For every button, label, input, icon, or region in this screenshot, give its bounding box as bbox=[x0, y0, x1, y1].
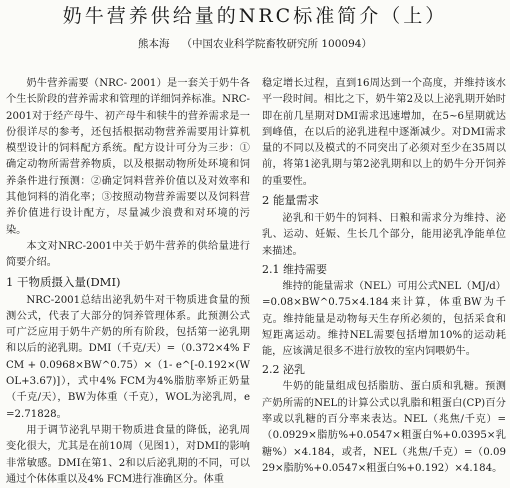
dmi-formula-paragraph: NRC-2001总结出泌乳奶牛对干物质进食量的预测公式，代表了大部分的饲养管理体系。此预测公式可广泛应用于奶牛产奶的所有阶段，包括第一泌乳期和以后的泌乳期。DMI（千克/天）=（0.372×4% FCM + 0.0968×BW^0.75）×（1- e^[-0.192×(WOL+3.67)]），式中4% FCM为4%脂肪率矫正奶量（千克/天），BW为体重（千克），WOL为泌乳周，e=2.71828。 bbox=[6, 294, 250, 420]
dmi-adjust-paragraph: 用于调节泌乳早期干物质进食量的降低，泌乳周变化很大，尤其是在前10周（见图1），对DMI的影响非常敏感。DMI在第1、2和以后泌乳期的不同，可以通过个体体重以及4% FCM进行准确区分。体重 bbox=[6, 424, 250, 485]
maintenance-paragraph: 维持的能量需求（NEL）可用公式NEL（MJ/d）=0.08×BW^0.75×4.184来计算，体重BW为千克。维持能量是动物每天生存所必须的，包括采食和短距离运动。维持NEL需要包括增加10%的运动耗能，应该满足很多不进行放牧的室内饲喂奶牛。 bbox=[262, 280, 506, 358]
author-affiliation: （中国农业科学院畜牧研究所 100094） bbox=[181, 38, 372, 50]
section-heading-dmi: 1 干物质摄入量(DMI) bbox=[6, 274, 121, 289]
dmi-continued-paragraph: 稳定增长过程，直到16周达到一个高度，并维持该水平一段时间。相比之下，奶牛第2及以上泌乳期开始时即在前几星期对DMI需求迅速增加，在5~6星期就达到峰值，在以后的泌乳进程中逐渐减少。对DMI需求量的不同以及模式的不同突出了必须对至少在35周以前，将第1泌乳期与第2泌乳期和以上的奶牛分开饲养的重要性。 bbox=[262, 78, 506, 187]
subsection-heading-maintenance: 2.1 维持需要 bbox=[262, 262, 327, 276]
left-column bbox=[6, 76, 250, 488]
author-line bbox=[0, 37, 510, 51]
right-column bbox=[262, 76, 506, 477]
subsection-heading-lactation: 2.2 泌乳 bbox=[262, 363, 305, 377]
intro-paragraph: 奶牛营养需要（NRC- 2001）是一套关于奶牛各个生长阶段的营养需求和管理的详细饲养标准。NRC-2001对于经产母牛、初产母牛和犊牛的营养需求是一份很详尽的参考，还包括根据动物营养需要用计算机模型设计的饲料配方系统。配方设计可分为三步：①确定动物所需营养物质，以及根据动物所处环境和饲养条件进行预测：②确定饲料营养价值以及对效率和其他饲料的消化率；③按照动物营养需要以及饲料营养价值进行设计配方，尽量减少浪费和对环境的污染。 bbox=[6, 78, 250, 236]
purpose-paragraph: 本文对NRC-2001中关于奶牛营养的供给量进行简要介绍。 bbox=[6, 240, 250, 269]
lactation-paragraph: 牛奶的能量组成包括脂肪、蛋白质和乳糖。预测产奶所需的NEL的计算公式以乳脂和粗蛋白(CP)百分率或以乳糖的百分率来表达。NEL（兆焦/千克）=（0.0929×脂肪%+0.0547×粗蛋白%+0.0395×乳糖%）×4.184，或者，NEL（兆焦/千克）=（0.0929×脂肪%+0.0547×粗蛋白%+0.192）×4.184。 bbox=[262, 381, 506, 474]
section-heading-energy: 2 能量需求 bbox=[262, 193, 319, 208]
author-name: 熊本海 bbox=[138, 38, 170, 50]
paper-title: 奶牛营养供给量的NRC标准简介（上） bbox=[62, 5, 448, 27]
energy-intro-paragraph: 泌乳和干奶牛的饲料、日粮和需求分为维持、泌乳、运动、妊娠、生长几个部分，能用泌乳净能单位来描述。 bbox=[262, 213, 506, 257]
